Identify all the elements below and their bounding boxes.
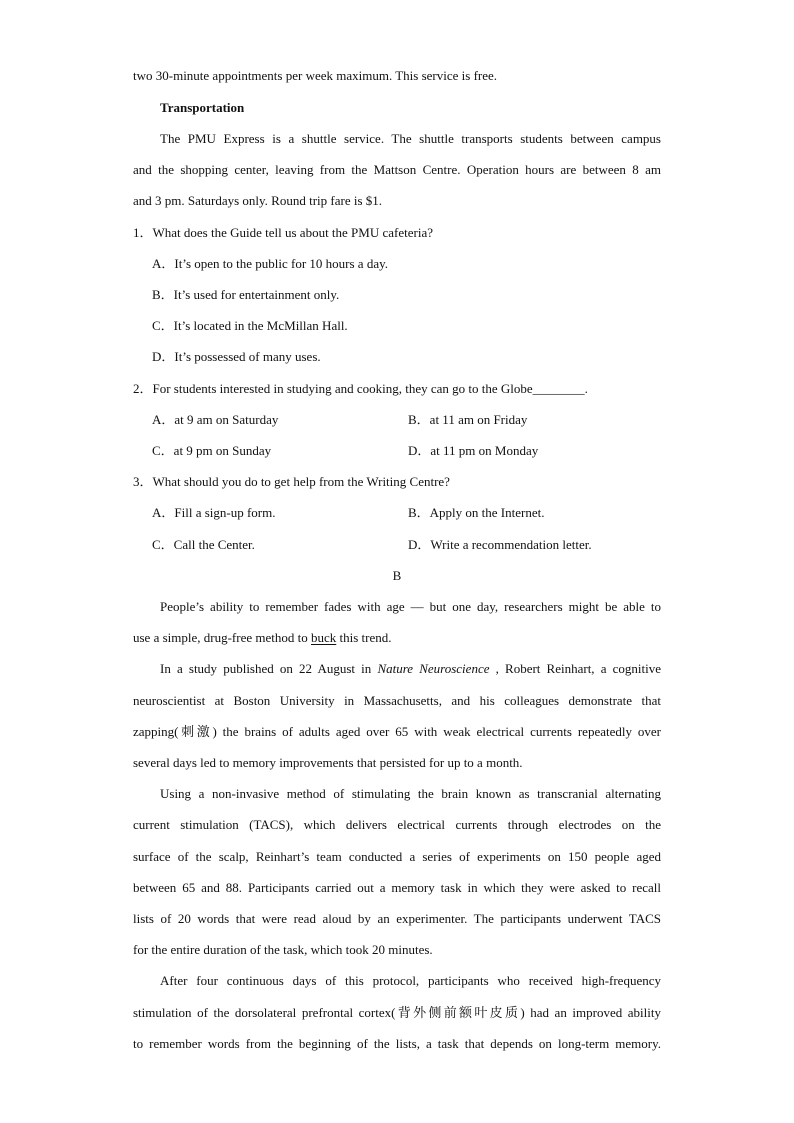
- passage-b-line: several days led to memory improvements that persisted for up to a month.: [133, 755, 523, 770]
- question-3-option-b: B．Apply on the Internet.: [408, 505, 545, 520]
- passage-b-line: People’s ability to remember fades with age — but one day, researchers might be able to: [160, 599, 661, 614]
- passage-b-line: surface of the scalp, Reinhart’s team conducted a series of experiments on 150 people aged: [133, 849, 661, 864]
- passage-b-line: current stimulation (TACS), which delivers electrical currents through electrodes on the: [133, 817, 661, 832]
- question-1-option-b: B．It’s used for entertainment only.: [152, 287, 340, 302]
- question-3-option-c: C．Call the Center.: [152, 537, 255, 552]
- intro-tail-line: two 30-minute appointments per week maximum. This service is free.: [133, 68, 498, 83]
- transportation-heading: Transportation: [160, 100, 245, 115]
- question-3-option-d: D．Write a recommendation letter.: [408, 537, 592, 552]
- passage-b-line: for the entire duration of the task, which took 20 minutes.: [133, 942, 433, 957]
- passage-b-line: [160, 661, 661, 677]
- passage-b-line: [133, 630, 661, 646]
- passage-text: use a simple, drug-free method to: [133, 630, 311, 645]
- question-1-option-d: D．It’s possessed of many uses.: [152, 349, 321, 364]
- journal-name: Nature Neuroscience: [377, 661, 490, 676]
- underlined-word-buck: buck: [310, 630, 337, 645]
- passage-text: In a study published on 22 August in: [160, 661, 378, 676]
- question-2-option-a: A．at 9 am on Saturday: [152, 412, 279, 427]
- question-1-stem: 1．What does the Guide tell us about the PMU cafeteria?: [133, 225, 433, 240]
- passage-b-line: between 65 and 88. Participants carried out a memory task in which they were asked to recall: [133, 880, 661, 895]
- passage-b-line: zapping(刺激) the brains of adults aged over 65 with weak electrical currents repeatedly over: [133, 724, 661, 739]
- transport-line: The PMU Express is a shuttle service. The shuttle transports students between campus: [160, 131, 661, 146]
- question-2-stem: 2．For students interested in studying and cooking, they can go to the Globe________.: [133, 381, 588, 396]
- question-3-stem: 3．What should you do to get help from the Writing Centre?: [133, 474, 450, 489]
- question-1-option-c: C．It’s located in the McMillan Hall.: [152, 318, 348, 333]
- section-b-label: B: [392, 568, 402, 583]
- transport-line: and the shopping center, leaving from the Mattson Centre. Operation hours are between 8 am: [133, 162, 661, 177]
- passage-b-line: neuroscientist at Boston University in Massachusetts, and his colleagues demonstrate that: [133, 693, 661, 708]
- question-2-option-d: D．at 11 pm on Monday: [408, 443, 539, 458]
- question-3-option-a: A．Fill a sign-up form.: [152, 505, 276, 520]
- passage-b-line: stimulation of the dorsolateral prefrontal cortex(背外侧前额叶皮质) had an improved ability: [133, 1005, 661, 1020]
- question-2-option-c: C．at 9 pm on Sunday: [152, 443, 272, 458]
- transport-line: and 3 pm. Saturdays only. Round trip fare is $1.: [133, 193, 383, 208]
- question-2-option-b: B．at 11 am on Friday: [408, 412, 528, 427]
- passage-b-line: After four continuous days of this protocol, participants who received high-frequency: [160, 973, 661, 988]
- passage-text: this trend.: [336, 630, 392, 645]
- passage-b-line: to remember words from the beginning of the lists, a task that depends on long-term memory.: [133, 1036, 661, 1051]
- question-1-option-a: A．It’s open to the public for 10 hours a day.: [152, 256, 388, 271]
- passage-b-line: lists of 20 words that were read aloud by an experimenter. The participants underwent TACS: [133, 911, 661, 926]
- passage-b-line: Using a non-invasive method of stimulating the brain known as transcranial alternating: [160, 786, 661, 801]
- passage-text: , Robert Reinhart, a cognitive: [489, 661, 661, 676]
